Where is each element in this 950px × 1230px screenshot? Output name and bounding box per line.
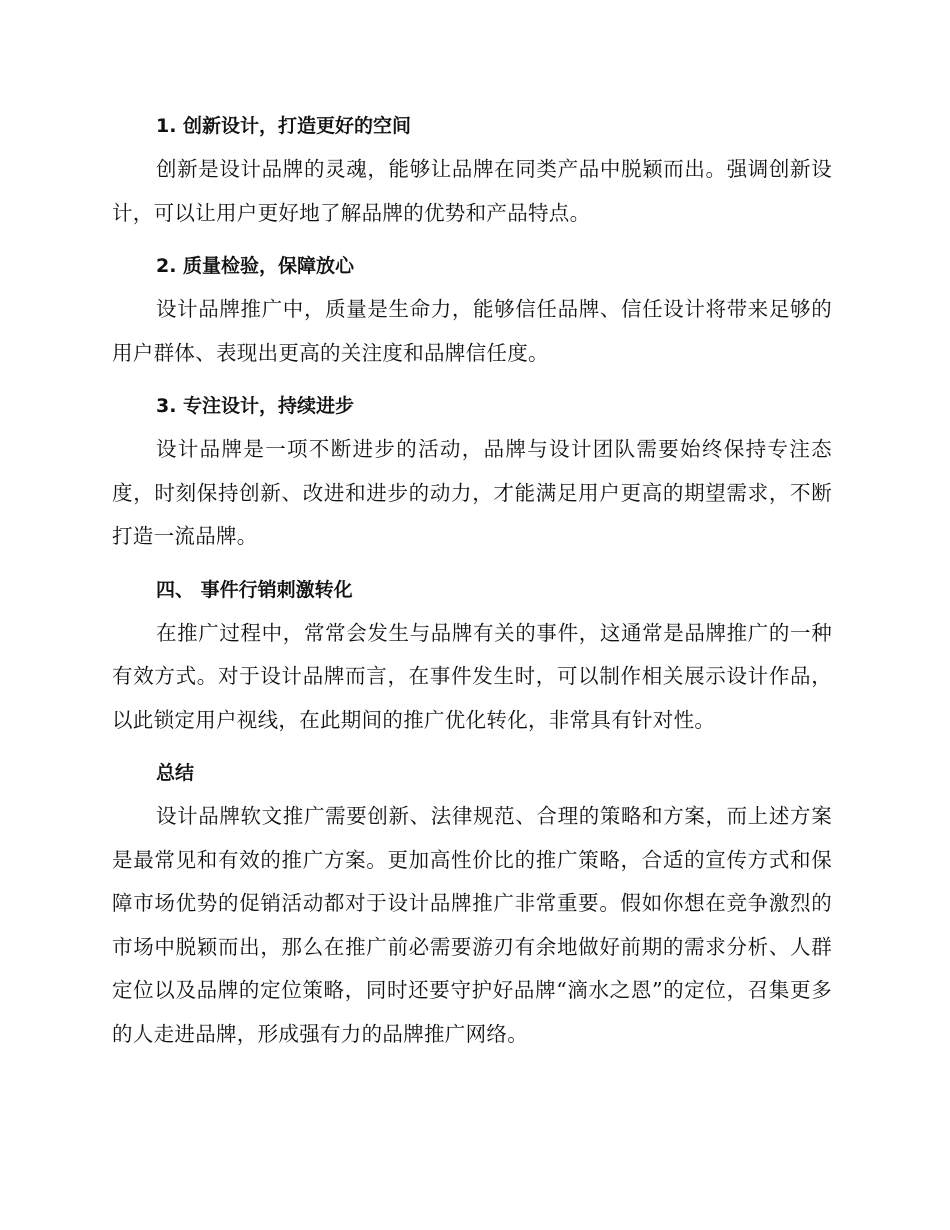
document-body [112,104,832,1065]
section-paragraph-quality: 设计品牌推广中，质量是生命力，能够信任品牌、信任设计将带来足够的用户群体、表现出更高的关注度和品牌信任度。 [112,297,832,365]
section-paragraph-summary: 设计品牌软文推广需要创新、法律规范、合理的策略和方案，而上述方案是最常见和有效的推广方案。更加高性价比的推广策略，合适的宣传方式和保障市场优势的促销活动都对于设计品牌推广非常重要。假如你想在竞争激烈的市场中脱颖而出，那么在推广前必需要游刃有余地做好前期的需求分析、人群定位以及品牌的定位策略，同时还要守护好品牌“滴水之恩”的定位，召集更多的人走进品牌，形成强有力的品牌推广网络。 [112,804,832,1046]
section-heading-focus: 3. 专注设计，持续进步 [156,395,355,417]
section-heading-event-marketing: 四、 事件行销刺激转化 [156,578,353,601]
section-paragraph-focus: 设计品牌是一项不断进步的活动，品牌与设计团队需要始终保持专注态度，时刻保持创新、改进和进步的动力，才能满足用户更高的期望需求，不断打造一流品牌。 [112,437,832,548]
section-paragraph-event-marketing: 在推广过程中，常常会发生与品牌有关的事件，这通常是品牌推广的一种有效方式。对于设计品牌而言，在事件发生时，可以制作相关展示设计作品，以此锁定用户视线，在此期间的推广优化转化，非常具有针对性。 [112,620,832,732]
section-paragraph-innovation: 创新是设计品牌的灵魂，能够让品牌在同类产品中脱颖而出。强调创新设计，可以让用户更好地了解品牌的优势和产品特点。 [112,157,832,225]
section-heading-innovation: 1. 创新设计，打造更好的空间 [156,115,412,137]
section-heading-summary: 总结 [156,762,195,784]
section-heading-quality: 2. 质量检验，保障放心 [156,255,355,277]
